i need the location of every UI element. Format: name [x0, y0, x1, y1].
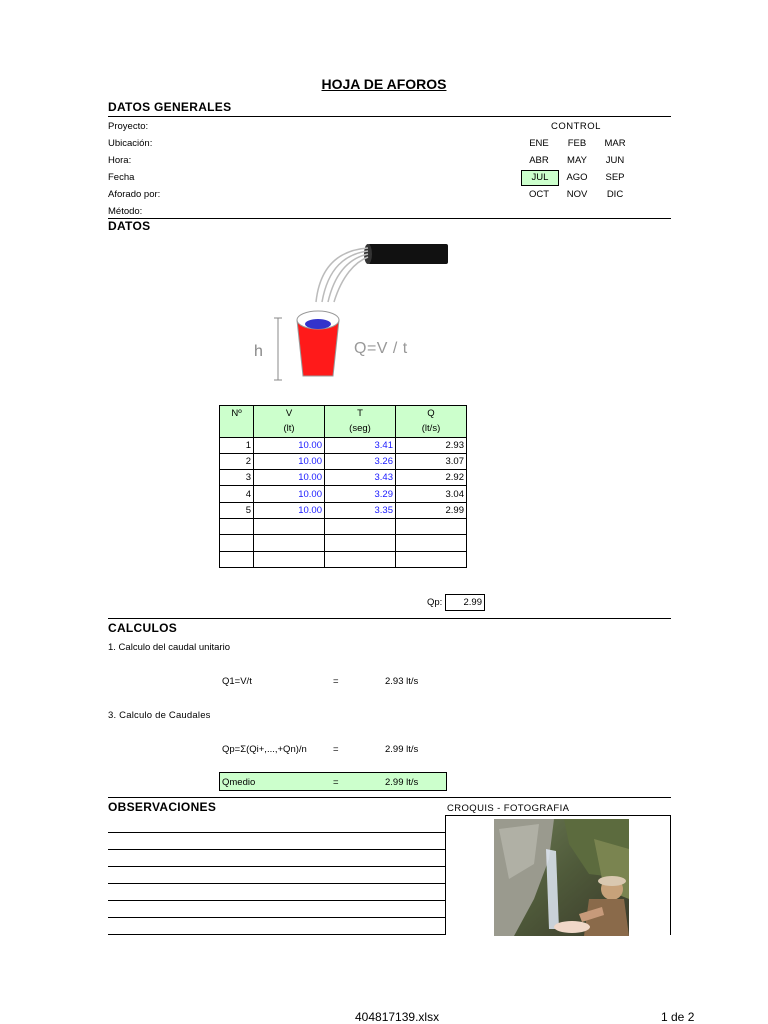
header-t: T: [325, 406, 396, 422]
cell-q: 2.99: [396, 502, 467, 518]
cell-n: 1: [220, 437, 254, 453]
table-row-empty: [220, 535, 467, 551]
observation-line[interactable]: [108, 934, 445, 935]
cell-t[interactable]: 3.41: [325, 437, 396, 453]
month-jul-selected[interactable]: JUL: [521, 170, 559, 186]
field-ubicacion: Ubicación:: [108, 138, 153, 149]
divider: [108, 797, 671, 798]
bucket-water: [305, 319, 331, 329]
divider: [108, 116, 671, 117]
month-mar[interactable]: MAR: [604, 138, 626, 149]
cell-n: 2: [220, 453, 254, 469]
croquis-label: CROQUIS - FOTOGRAFIA: [447, 803, 570, 814]
cell-t[interactable]: 3.26: [325, 453, 396, 469]
formula-label: Q=V / t: [354, 340, 408, 357]
qmedio-equals: =: [333, 777, 339, 788]
table-row-empty: [220, 551, 467, 567]
calc3-value: 2.99 lt/s: [385, 744, 419, 755]
month-oct[interactable]: OCT: [528, 189, 550, 200]
month-abr[interactable]: ABR: [529, 155, 549, 166]
calc1-equals: =: [333, 676, 339, 687]
observation-line[interactable]: [108, 832, 445, 833]
table-row-empty: [220, 519, 467, 535]
field-proyecto: Proyecto:: [108, 121, 149, 132]
cell-v[interactable]: 10.00: [254, 437, 325, 453]
cell-t[interactable]: 3.29: [325, 486, 396, 502]
footer-filename: 404817139.xlsx: [355, 1010, 440, 1024]
table-row: [220, 470, 467, 486]
cell-v[interactable]: 10.00: [254, 453, 325, 469]
unit-t: (seg): [325, 421, 396, 437]
cell-q: 3.04: [396, 486, 467, 502]
cell-q: 3.07: [396, 453, 467, 469]
header-q: Q: [396, 406, 467, 422]
month-sep[interactable]: SEP: [605, 172, 625, 183]
control-label: CONTROL: [551, 121, 601, 132]
unit-q: (lt/s): [396, 421, 467, 437]
month-row-3: [521, 172, 635, 188]
footer-page-number: 1 de 2: [661, 1010, 695, 1024]
cell-q: 2.92: [396, 470, 467, 486]
cell-t[interactable]: 3.43: [325, 470, 396, 486]
divider: [108, 218, 671, 219]
qmedio-label: Qmedio: [222, 777, 256, 788]
water-stream: [316, 248, 368, 302]
pipe-shape: [368, 244, 448, 264]
cell-v[interactable]: 10.00: [254, 502, 325, 518]
month-dic[interactable]: DIC: [606, 189, 624, 200]
cell-q: 2.93: [396, 437, 467, 453]
calc3-formula: Qp=Σ(Qi+,...,+Qn)/n: [222, 744, 307, 755]
section-observaciones: OBSERVACIONES: [108, 800, 217, 814]
field-aforado-por: Aforado por:: [108, 189, 161, 200]
qmedio-value: 2.99 lt/s: [385, 777, 419, 788]
calc1-title: 1. Calculo del caudal unitario: [108, 642, 230, 653]
table-row: [220, 486, 467, 502]
cell-t[interactable]: 3.35: [325, 502, 396, 518]
month-row-4: [521, 189, 635, 205]
page-title: HOJA DE AFOROS: [321, 76, 447, 92]
h-label: h: [254, 343, 263, 360]
month-nov[interactable]: NOV: [566, 189, 588, 200]
table-row: [220, 453, 467, 469]
table-row: [220, 502, 467, 518]
table-row: [220, 437, 467, 453]
unit-n: [220, 421, 254, 437]
observation-line[interactable]: [108, 849, 445, 850]
month-may[interactable]: MAY: [567, 155, 587, 166]
aforo-table: [219, 405, 467, 568]
header-v: V: [254, 406, 325, 422]
qp-label: Qp:: [427, 597, 443, 608]
section-datos-generales: DATOS GENERALES: [108, 100, 232, 114]
month-feb[interactable]: FEB: [567, 138, 587, 149]
field-fecha: Fecha: [108, 172, 135, 183]
unit-v: (lt): [254, 421, 325, 437]
section-calculos: CALCULOS: [108, 621, 178, 635]
month-row-2: [521, 155, 635, 171]
month-ene[interactable]: ENE: [529, 138, 549, 149]
calc3-title: 3. Calculo de Caudales: [108, 710, 211, 721]
section-datos: DATOS: [108, 219, 151, 233]
table-units-row: [220, 421, 467, 437]
calc1-formula: Q1=V/t: [222, 676, 252, 687]
cell-n: 4: [220, 486, 254, 502]
observation-line[interactable]: [108, 866, 445, 867]
field-hora: Hora:: [108, 155, 132, 166]
qp-value: 2.99: [445, 594, 485, 611]
observation-line[interactable]: [108, 900, 445, 901]
field-metodo: Método:: [108, 206, 143, 217]
observation-line[interactable]: [108, 917, 445, 918]
observation-line[interactable]: [108, 883, 445, 884]
site-photo: [494, 819, 629, 936]
aforo-diagram: [250, 240, 460, 385]
calc1-value: 2.93 lt/s: [385, 676, 419, 687]
cell-n: 5: [220, 502, 254, 518]
table-header-row: [220, 406, 467, 422]
header-n: Nº: [220, 406, 254, 422]
month-ago[interactable]: AGO: [566, 172, 588, 183]
cell-n: 3: [220, 470, 254, 486]
cell-v[interactable]: 10.00: [254, 470, 325, 486]
divider: [108, 618, 671, 619]
calc3-equals: =: [333, 744, 339, 755]
month-row-1: [521, 138, 635, 154]
cell-v[interactable]: 10.00: [254, 486, 325, 502]
month-jun[interactable]: JUN: [605, 155, 625, 166]
